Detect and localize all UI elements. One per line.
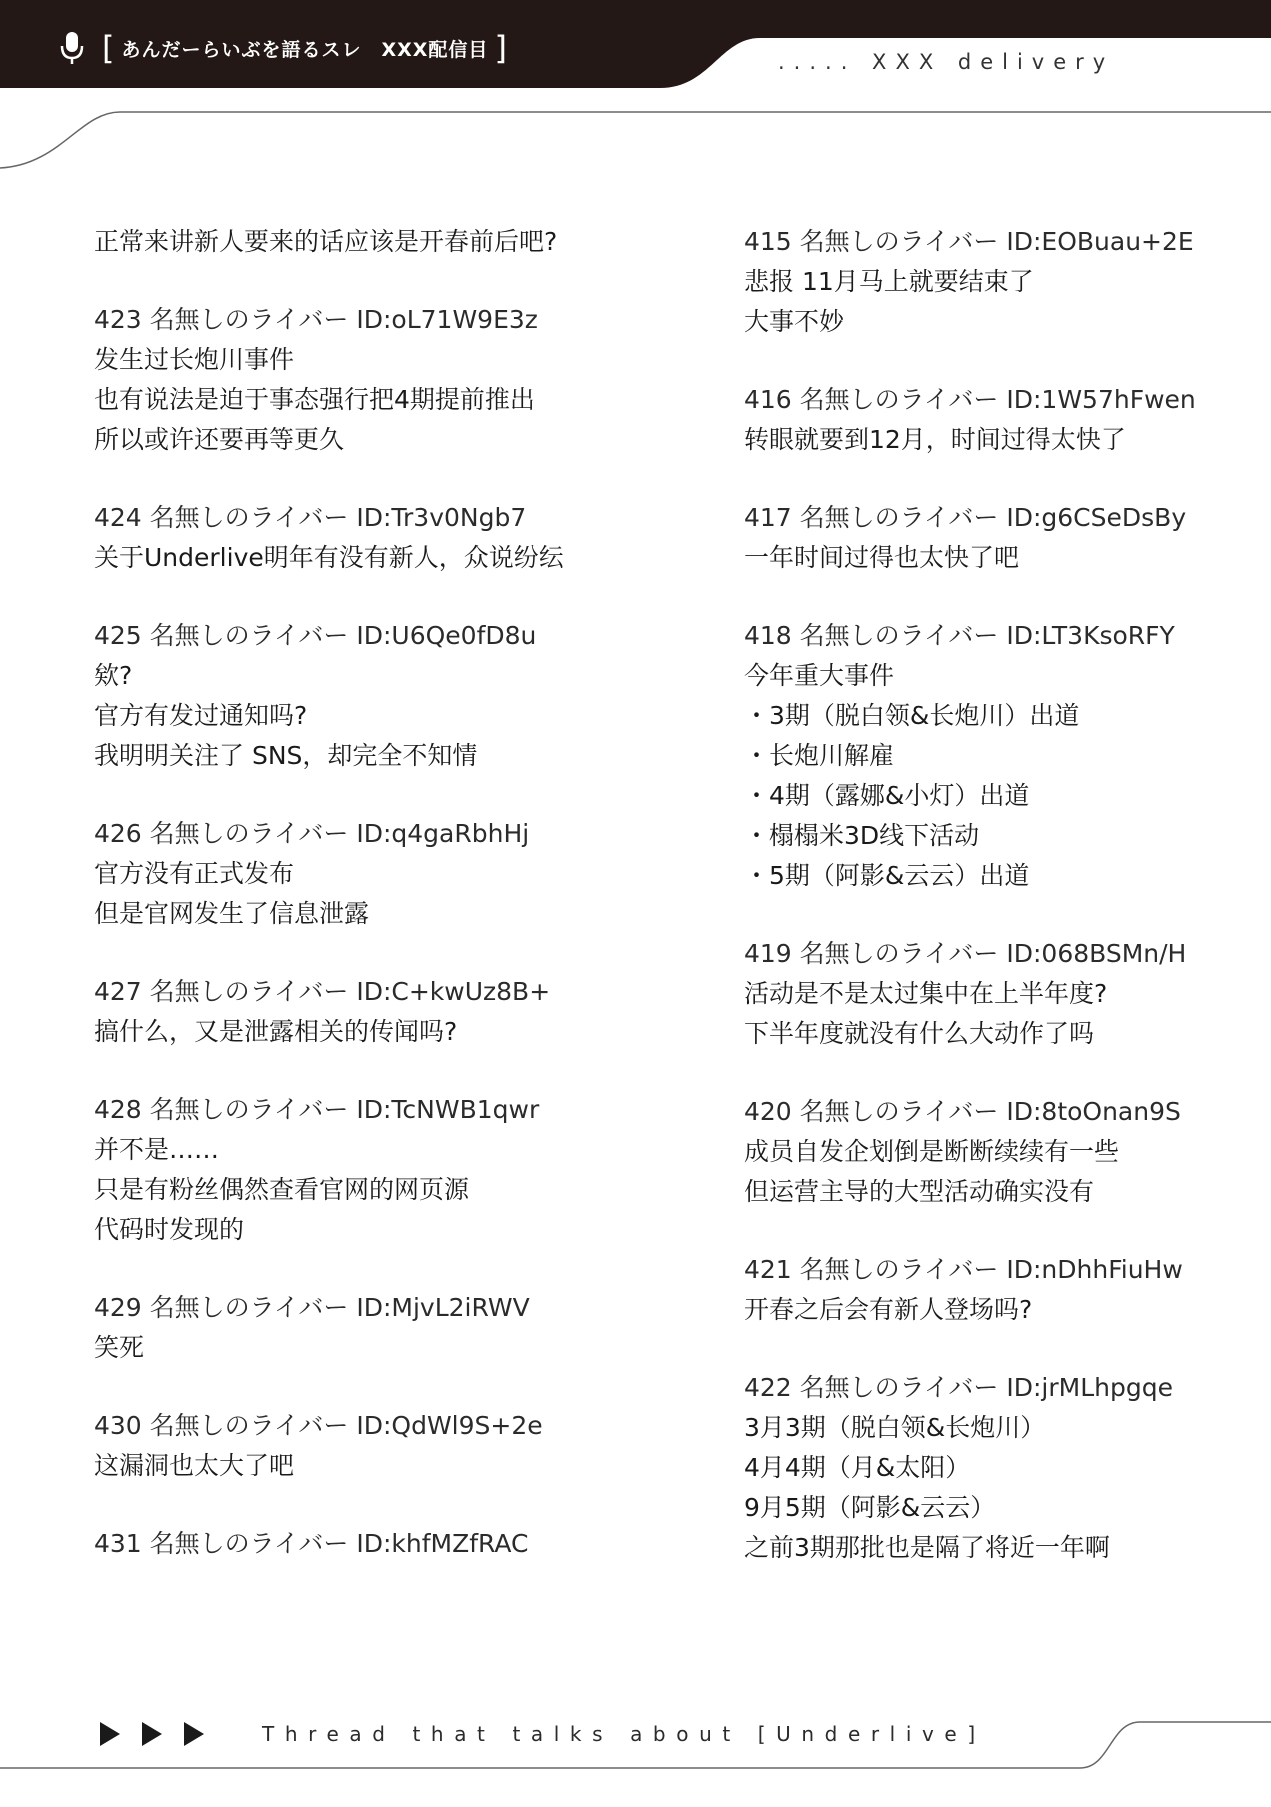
post-line: 3月3期（脱白领&长炮川） <box>744 1413 1046 1442</box>
post-line: 9月5期（阿影&云云） <box>744 1493 996 1522</box>
delivery-subtitle: ..... XXX delivery <box>778 50 1115 74</box>
post-line: 但是官网发生了信息泄露 <box>94 899 370 928</box>
post-line: 并不是…… <box>94 1135 220 1164</box>
post-header: 422 名無しのライバー ID:jrMLhpgqe <box>744 1373 1173 1402</box>
post-header: 417 名無しのライバー ID:g6CSeDsBy <box>744 503 1187 532</box>
post-line: ・榻榻米3D线下活动 <box>744 821 980 850</box>
post-header: 416 名無しのライバー ID:1W57hFwen <box>744 385 1196 414</box>
post-line: 悲报 11月马上就要结束了 <box>744 267 1034 296</box>
post-line: 官方有发过通知吗? <box>94 701 308 730</box>
post-line: 欸? <box>94 661 133 690</box>
left-column <box>94 222 594 1606</box>
thread-post <box>744 616 1234 896</box>
post-header: 419 名無しのライバー ID:068BSMn/H <box>744 939 1187 968</box>
close-bracket: ] <box>494 29 508 67</box>
post-header: 430 名無しのライバー ID:QdWl9S+2e <box>94 1411 543 1440</box>
post-header: 420 名無しのライバー ID:8toOnan9S <box>744 1097 1181 1126</box>
thread-post <box>94 972 594 1052</box>
open-bracket: [ <box>102 29 116 67</box>
post-line: ・4期（露娜&小灯）出道 <box>744 781 1030 810</box>
post-line: 官方没有正式发布 <box>94 859 295 888</box>
thread-post <box>744 1092 1234 1212</box>
thread-title: あんだーらいぶを語るスレ XXX配信目 <box>121 38 489 61</box>
post-line: 发生过长炮川事件 <box>94 345 295 374</box>
post-header: 421 名無しのライバー ID:nDhhFiuHw <box>744 1255 1183 1284</box>
thread-post <box>94 1090 594 1250</box>
post-line: 但运营主导的大型活动确实没有 <box>744 1177 1095 1206</box>
thread-post <box>94 222 594 262</box>
post-line: 代码时发现的 <box>94 1215 245 1244</box>
post-header: 427 名無しのライバー ID:C+kwUz8B+ <box>94 977 551 1006</box>
play-arrow-icon <box>142 1722 162 1746</box>
post-line: 之前3期那批也是隔了将近一年啊 <box>744 1533 1110 1562</box>
thread-columns <box>94 222 1234 1606</box>
post-line: 转眼就要到12月，时间过得太快了 <box>744 425 1126 454</box>
footer-arrows <box>100 1722 204 1746</box>
thread-post <box>94 1524 594 1564</box>
post-line: ・3期（脱白领&长炮川）出道 <box>744 701 1080 730</box>
thread-post <box>744 222 1234 342</box>
post-header: 429 名無しのライバー ID:MjvL2iRWV <box>94 1293 530 1322</box>
post-line: 关于Underlive明年有没有新人，众说纷纭 <box>94 543 564 572</box>
post-line: 也有说法是迫于事态强行把4期提前推出 <box>94 385 535 414</box>
post-header: 423 名無しのライバー ID:oL71W9E3z <box>94 305 538 334</box>
post-line: ・长炮川解雇 <box>744 741 895 770</box>
thread-post <box>744 498 1234 578</box>
thread-post <box>94 498 594 578</box>
post-line: 开春之后会有新人登场吗? <box>744 1295 1033 1324</box>
post-header: 431 名無しのライバー ID:khfMZfRAC <box>94 1529 529 1558</box>
thread-post <box>94 814 594 934</box>
right-column <box>744 222 1234 1606</box>
thread-post <box>744 1250 1234 1330</box>
thread-post <box>744 934 1234 1054</box>
post-header: 426 名無しのライバー ID:q4gaRbhHj <box>94 819 530 848</box>
post-header: 424 名無しのライバー ID:Tr3v0Ngb7 <box>94 503 527 532</box>
post-line: 笑死 <box>94 1333 145 1362</box>
thread-post <box>94 300 594 460</box>
thread-post <box>94 616 594 776</box>
play-arrow-icon <box>184 1722 204 1746</box>
post-line: 活动是不是太过集中在上半年度? <box>744 979 1108 1008</box>
play-arrow-icon <box>100 1722 120 1746</box>
thread-post <box>744 380 1234 460</box>
thread-post <box>94 1288 594 1368</box>
post-header: 418 名無しのライバー ID:LT3KsoRFY <box>744 621 1175 650</box>
post-header: 415 名無しのライバー ID:EOBuau+2E <box>744 227 1194 256</box>
post-line: 大事不妙 <box>744 307 845 336</box>
post-line: 4月4期（月&太阳） <box>744 1453 971 1482</box>
thread-post <box>94 1406 594 1486</box>
post-line: 正常来讲新人要来的话应该是开春前后吧? <box>94 227 558 256</box>
post-header: 428 名無しのライバー ID:TcNWB1qwr <box>94 1095 540 1124</box>
post-header: 425 名無しのライバー ID:U6Qe0fD8u <box>94 621 537 650</box>
post-line: 今年重大事件 <box>744 661 895 690</box>
post-line: 成员自发企划倒是断断续续有一些 <box>744 1137 1120 1166</box>
thread-post <box>744 1368 1234 1568</box>
post-line: 我明明关注了 SNS，却完全不知情 <box>94 741 478 770</box>
post-line: 一年时间过得也太快了吧 <box>744 543 1020 572</box>
post-line: 这漏洞也太大了吧 <box>94 1451 295 1480</box>
post-line: 搞什么，又是泄露相关的传闻吗? <box>94 1017 458 1046</box>
post-line: 下半年度就没有什么大动作了吗 <box>744 1019 1095 1048</box>
post-line: 只是有粉丝偶然查看官网的网页源 <box>94 1175 470 1204</box>
footer-caption: Thread that talks about [Underlive] <box>262 1722 986 1746</box>
post-line: ・5期（阿影&云云）出道 <box>744 861 1030 890</box>
post-line: 所以或许还要再等更久 <box>94 425 345 454</box>
